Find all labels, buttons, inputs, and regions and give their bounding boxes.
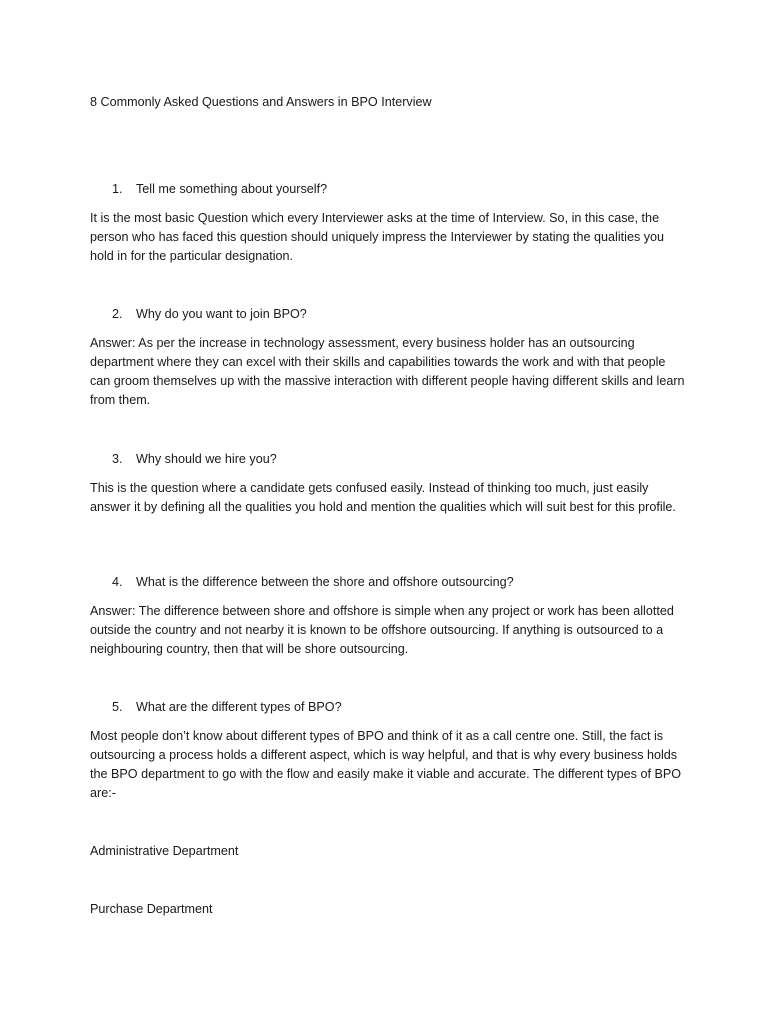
question-heading [112,180,690,199]
department-item: Administrative Department [90,844,239,858]
question-number: 4. [112,575,123,589]
question-number: 3. [112,452,123,466]
question-block-3 [90,450,690,517]
answer-paragraph: It is the most basic Question which every Interviewer asks at the time of Interview. So, in this case, the person who has faced this question should uniquely impress the Interviewer by stating the qualities you hold in for the particular designation. [90,211,665,263]
document-title: 8 Commonly Asked Questions and Answers in BPO Interview [90,95,432,109]
answer-paragraph: This is the question where a candidate gets confused easily. Instead of thinking too much, just easily answer it by defining all the qualities you hold and mention the qualities which will suit best for this profile. [90,481,676,514]
question-number: 2. [112,307,123,321]
question-block-5 [90,698,690,803]
question-text: What are the different types of BPO? [136,700,342,714]
question-heading [112,573,690,592]
department-item: Purchase Department [90,902,213,916]
answer-paragraph: Most people don’t know about different types of BPO and think of it as a call centre one. Still, the fact is outsourcing a process holds a different aspect, which is way helpful, and that is why every business holds the BPO department to go with the flow and easily make it viable and accurate. The different types of BPO are:- [90,729,682,800]
question-number: 1. [112,182,123,196]
question-number: 5. [112,700,123,714]
question-heading [112,698,690,717]
question-heading [112,305,690,324]
question-block-2 [90,305,690,410]
question-text: What is the difference between the shore and offshore outsourcing? [136,575,514,589]
question-block-4 [90,573,690,659]
answer-paragraph: Answer: As per the increase in technology assessment, every business holder has an outsourcing department where they can excel with their skills and capabilities towards the work and with that people can groom themselves up with the massive interaction with different people having different skills and learn from them. [90,336,685,407]
question-text: Why do you want to join BPO? [136,307,307,321]
question-text: Tell me something about yourself? [136,182,328,196]
question-block-1 [90,180,690,266]
question-heading [112,450,690,469]
answer-paragraph: Answer: The difference between shore and offshore is simple when any project or work has been allotted outside the country and not nearby it is known to be offshore outsourcing. If anything is outsourced to a neighbouring country, then that will be shore outsourcing. [90,604,674,656]
question-text: Why should we hire you? [136,452,277,466]
